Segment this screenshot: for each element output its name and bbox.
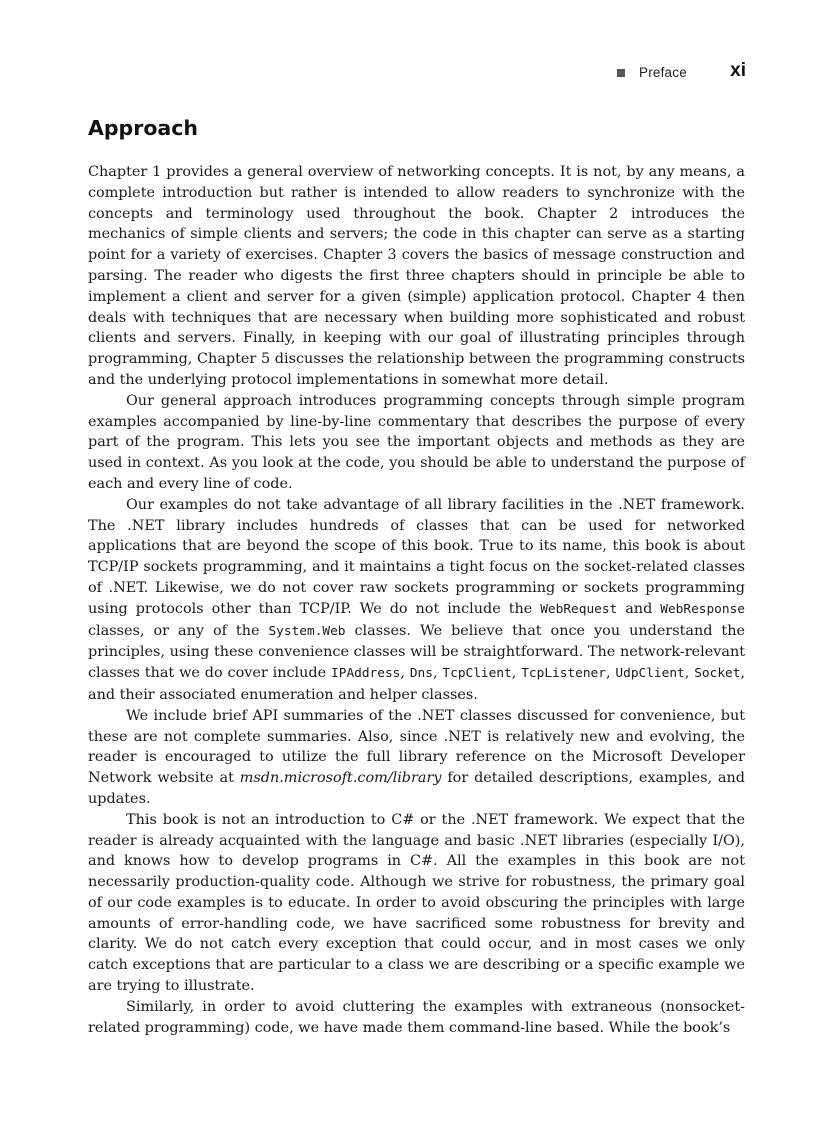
code-system-web: System.Web — [268, 623, 346, 639]
code-tcplistener: TcpListener — [521, 666, 606, 682]
running-head-section: Preface — [639, 65, 687, 80]
paragraph-4-text: for detailed descriptions, examples, and updates. — [88, 770, 745, 807]
msdn-url: msdn.microsoft.com/library — [239, 770, 442, 787]
separator: , — [400, 665, 410, 682]
paragraph-1: Chapter 1 provides a general overview of networking concepts. It is not, by any means, a complete introduction but rather is intended to allow readers to synchronize with the concepts and terminology used throughout the book. Chapter 2 introduces the mechanics of simple clients and servers; the code in this chapter can serve as a starting point for a variety of exercises. Chapter 3 covers the basics of message construction and parsing. The reader who digests the first three chapters should in principle be able to implement a client and server for a given (simple) application protocol. Chapter 4 then deals with techniques that are necessary when building more sophisticated and robust clients and servers. Finally, in keeping with our goal of illustrating principles through programming, Chapter 5 discusses the relationship between the programming constructs and the underlying protocol implementations in somewhat more detail. — [88, 164, 745, 388]
paragraph-6: Similarly, in order to avoid cluttering the examples with extraneous (nonsocket-related programming) code, we have made them command-line based. While the book’s — [88, 998, 745, 1036]
code-socket: Socket — [694, 666, 741, 682]
paragraph-3-text: Our examples do not take advantage of all library facilities in the .NET framework. The .NET library includes hundreds of classes that can be used for networked applications that are beyond the scope of this book. True to its name, this book is about TCP/IP sockets programming, and it maintains a tight focus on the socket-related classes of .NET. Likewise, we do not cover raw sockets programming or sockets programming using protocols other than TCP/IP. We do not include the — [88, 496, 745, 617]
paragraph-3-text: classes. We believe that once you understand the principles, using these convenience classes will be straightforward. The network-relevant classes that we do cover include — [88, 622, 745, 682]
paragraph-3-text: classes, or any of the — [88, 622, 269, 639]
code-webrequest: WebRequest — [540, 601, 618, 617]
section-title: Approach — [88, 116, 198, 140]
code-dns: Dns — [409, 666, 433, 682]
separator: , — [684, 665, 695, 682]
separator: , — [432, 665, 443, 682]
code-udpclient: UdpClient — [615, 666, 685, 682]
paragraph-4 — [88, 706, 745, 810]
square-bullet-icon — [617, 69, 625, 77]
paragraph-4-text: We include brief API summaries of the .NET classes discussed for convenience, but these are not complete summaries. Also, since .NET is relatively new and evolving, the reader is encouraged to utilize the full library reference on the Microsoft Developer Network website at — [88, 707, 745, 787]
paragraph-3-text: and — [617, 600, 661, 617]
page-number: xi — [730, 60, 746, 81]
running-head — [614, 60, 746, 86]
separator: , — [605, 665, 616, 682]
paragraph-2: Our general approach introduces programming concepts through simple program examples accompanied by line-by-line commentary that describes the purpose of every part of the program. This lets you see the important objects and methods as they are used in context. As you look at the code, you should be able to understand the purpose of each and every line of code. — [88, 392, 745, 492]
code-webresponse: WebResponse — [660, 601, 745, 617]
paragraph-3-text: , and their associated enumeration and helper classes. — [88, 665, 746, 703]
code-tcpclient: TcpClient — [442, 666, 512, 682]
paragraph-5: This book is not an introduction to C# or the .NET framework. We expect that the reader is already acquainted with the language and basic .NET libraries (especially I/O), and knows how to develop programs in C#. All the examples in this book are not necessarily production-quality code. Although we strive for robustness, the primary goal of our code examples is to educate. In order to avoid obscuring the principles with large amounts of error-handling code, we have sacrificed some robustness for brevity and clarity. We do not catch every exception that could occur, and in most cases we only catch exceptions that are particular to a class we are describing or a specific example we are trying to illustrate. — [88, 811, 745, 995]
code-ipaddress: IPAddress — [331, 666, 401, 682]
paragraph-3 — [88, 495, 745, 706]
body-text — [88, 162, 745, 1038]
separator: , — [511, 665, 522, 682]
